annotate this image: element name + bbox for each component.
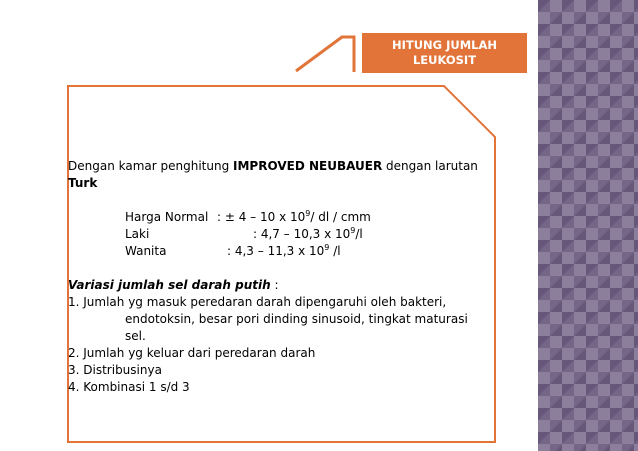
intro-paragraph: [68, 158, 496, 192]
range-unit: / dl / cmm: [310, 210, 371, 224]
variation-heading: [68, 277, 496, 294]
list-item-3: 3. Distribusinya: [68, 363, 162, 377]
list-item-4: 4. Kombinasi 1 s/d 3: [68, 380, 190, 394]
range-unit: /l: [329, 244, 341, 258]
variation-heading-text: Variasi jumlah sel darah putih: [68, 278, 271, 292]
spacer: [68, 260, 496, 277]
list-item-1-line-2: endotoksin, besar pori dinding sinusoid, tingkat maturasi: [125, 312, 468, 326]
range-prefix: : ± 4 – 10 x 10: [217, 210, 306, 224]
solution-name: Turk: [68, 176, 98, 190]
range-prefix: : 4,3 – 11,3 x 10: [227, 244, 325, 258]
intro-tail: dengan larutan: [382, 159, 478, 173]
normal-value-label: Laki: [125, 227, 150, 241]
normal-value-label: Harga Normal: [125, 210, 209, 224]
normal-value-row: [68, 243, 496, 260]
spacer: [68, 192, 496, 209]
list-item-1-line-1: 1. Jumlah yg masuk peredaran darah dipengaruhi oleh bakteri,: [68, 295, 447, 309]
range-exponent: 9: [350, 226, 356, 235]
variation-heading-colon: :: [270, 278, 279, 292]
range-exponent: 9: [324, 243, 330, 252]
slide-title-line-2: LEUKOSIT: [412, 53, 477, 67]
normal-value-row: [68, 209, 496, 226]
normal-value-label: Wanita: [125, 244, 167, 258]
list-item-1-line-3: sel.: [125, 329, 146, 343]
range-prefix: : 4,7 – 10,3 x 10: [253, 227, 351, 241]
range-unit: /l: [355, 227, 363, 241]
intro-lead: Dengan kamar penghitung: [68, 159, 234, 173]
normal-value-range: [217, 226, 496, 243]
range-exponent: 9: [305, 209, 311, 218]
normal-value-range: [217, 243, 496, 260]
slide-title-line-1: HITUNG JUMLAH: [391, 38, 498, 52]
content-body: [68, 158, 496, 396]
list-item-2: 2. Jumlah yg keluar dari peredaran darah: [68, 346, 316, 360]
normal-value-range: [217, 209, 496, 226]
normal-value-row: [68, 226, 496, 243]
method-name: IMPROVED NEUBAUER: [233, 159, 383, 173]
